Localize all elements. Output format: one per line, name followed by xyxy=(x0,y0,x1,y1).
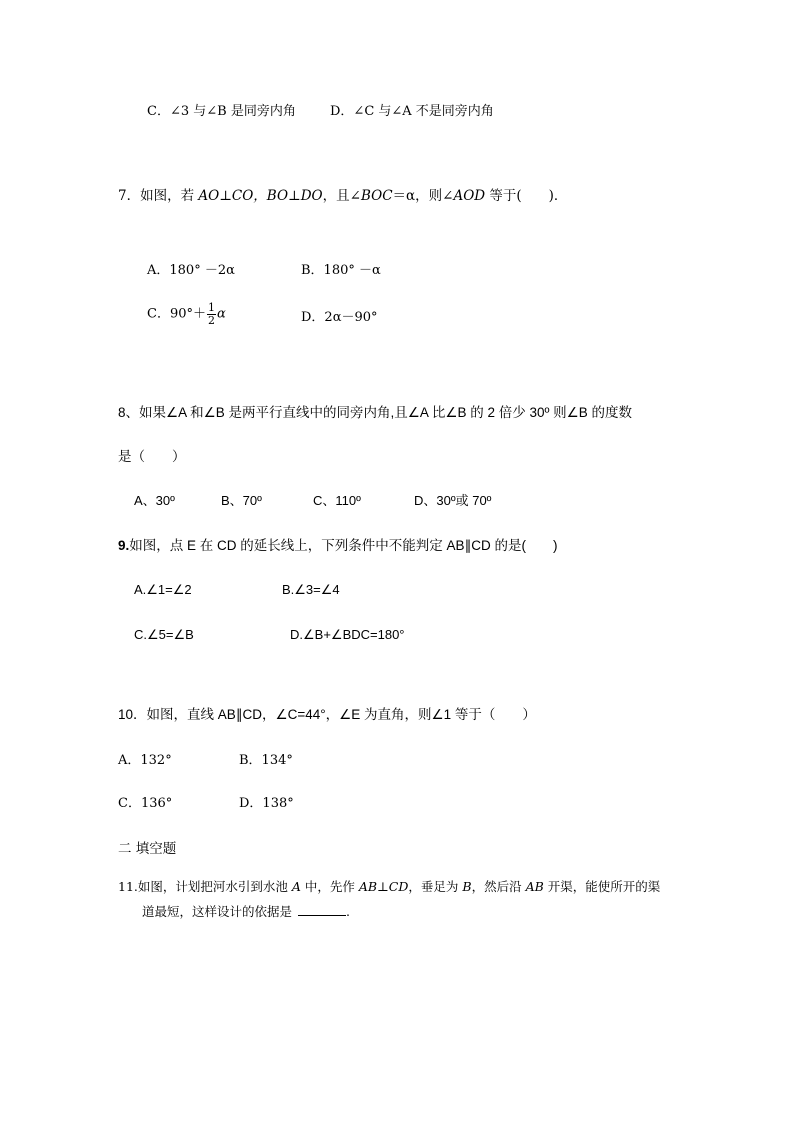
q9-option-a: A.∠1=∠2 xyxy=(134,582,192,597)
q8-option-d: D、30º或 70º xyxy=(414,493,492,508)
q11-point-b: B xyxy=(462,879,472,894)
q7-option-b: B．180° －α xyxy=(301,263,381,278)
q9-option-d: D.∠B+∠BDC=180° xyxy=(290,627,405,642)
q8-stem-line1: 8、如果∠A 和∠B 是两平行直线中的同旁内角,且∠A 比∠B 的 2 倍少 30º 则∠B 的度数 xyxy=(118,405,633,420)
q9-number: 9. xyxy=(118,538,130,553)
q7-suffix: 等于( )． xyxy=(485,188,568,204)
q7-mid: ，且∠ xyxy=(322,188,361,204)
q7-math: AO⊥CO，BO⊥DO xyxy=(198,188,323,204)
q11-mid1: 中，先作 xyxy=(300,879,359,894)
q11-segment-ab: AB xyxy=(525,879,544,894)
section-heading-fill-in: 二 填空题 xyxy=(118,841,177,857)
q9-option-b: B.∠3=∠4 xyxy=(282,582,340,597)
q11-post: 开渠，能使所开的渠 xyxy=(543,879,661,894)
q11-stem-line1 xyxy=(118,881,660,894)
q9-option-c: C.∠5=∠B xyxy=(134,627,194,642)
q11-ab-perp-cd: AB⊥CD xyxy=(358,879,409,894)
q7-option-c-fraction xyxy=(207,302,216,326)
q7-option-a: A．180° －2α xyxy=(147,263,235,278)
q7-angle-aod: AOD xyxy=(453,188,486,204)
q11-stem-line2 xyxy=(142,905,350,919)
q7-angle-boc: BOC xyxy=(360,188,393,204)
q7-option-c-post: α xyxy=(217,306,226,322)
q8-option-b: B、70º xyxy=(221,493,262,508)
q6-option-c: C．∠3 与∠B 是同旁内角 xyxy=(147,104,296,119)
q8-stem-line2: 是（ ） xyxy=(118,449,186,464)
q11-end: . xyxy=(346,904,350,919)
q9-stem xyxy=(118,539,558,553)
q7-option-d: D．2α－90° xyxy=(301,310,378,325)
fraction-numerator: 1 xyxy=(208,301,215,314)
fraction-denominator: 2 xyxy=(208,313,215,327)
q6-option-d: D．∠C 与∠A 不是同旁内角 xyxy=(330,104,494,119)
q7-stem xyxy=(118,190,567,204)
q10-option-d: D．138° xyxy=(239,796,294,811)
q7-eq: ＝α，则∠ xyxy=(392,188,454,204)
q7-option-c xyxy=(147,302,226,326)
q10-stem: 10．如图，直线 AB∥CD，∠C=44°，∠E 为直角，则∠1 等于（ ） xyxy=(118,707,536,722)
q11-pre: 11.如图，计划把河水引到水池 xyxy=(118,879,292,894)
q11-mid2: ，垂足为 xyxy=(408,879,463,894)
q7-prefix: 7．如图，若 xyxy=(118,188,199,204)
q10-option-a: A．132° xyxy=(118,753,172,768)
q11-line2-text: 道最短，这样设计的依据是 xyxy=(142,904,293,919)
q11-answer-blank[interactable] xyxy=(298,905,346,916)
q11-point-a: A xyxy=(291,879,301,894)
q11-mid3: ，然后沿 xyxy=(471,879,526,894)
q10-option-c: C．136° xyxy=(118,796,173,811)
q8-option-c: C、110º xyxy=(313,493,361,508)
q8-option-a: A、30º xyxy=(134,493,175,508)
q10-option-b: B．134° xyxy=(239,753,293,768)
q9-text: 如图，点 E 在 CD 的延长线上，下列条件中不能判定 AB∥CD 的是( ) xyxy=(129,538,558,553)
q7-option-c-pre: C．90°＋ xyxy=(147,306,206,322)
